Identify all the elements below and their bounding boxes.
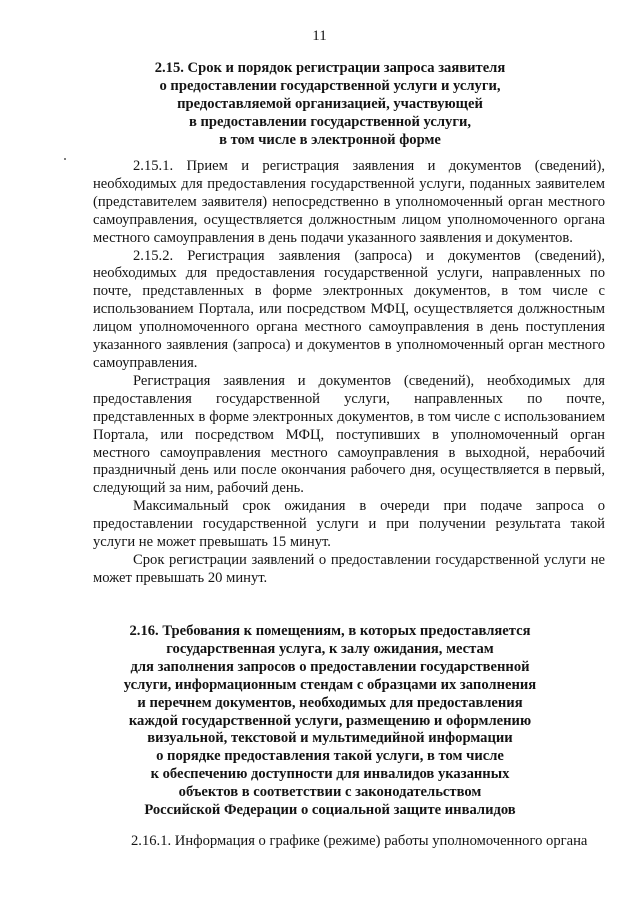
heading-line: о предоставлении государственной услуги и услуги,: [159, 77, 501, 94]
heading-line: 2.16. Требования к помещениям, в которых предоставляется: [129, 623, 531, 639]
heading-line: к обеспечению доступности для инвалидов указанных: [150, 766, 510, 783]
paragraph-2-16-1-start: 2.16.1. Информация о графике (режиме) работы уполномоченного органа: [131, 833, 588, 849]
heading-line: 2.15. Срок и порядок регистрации запроса заявителя: [154, 60, 506, 76]
paragraph-2-15-1: 2.15.1. Прием и регистрация заявления и документов (сведений), необходимых для предоставления государственной услуги, поданных заявителем (представителем заявителя) непосредственно в уполномоченный орган местного самоуправления, осуществляется должностным лицом уполномоченного органа местного самоуправления в день подачи указанного заявления и документов.: [93, 158, 605, 246]
page-number: 11: [312, 28, 327, 44]
section-body-2-15: [93, 158, 605, 588]
heading-line: государственная услуга, к залу ожидания, местам: [166, 640, 494, 657]
heading-line: предоставляемой организацией, участвующей: [177, 95, 483, 112]
heading-line: визуальной, текстовой и мультимедийной информации: [147, 730, 513, 747]
section-heading-2-15: [80, 60, 580, 150]
heading-line: в том числе в электронной форме: [219, 131, 441, 148]
heading-line: объектов в соответствии с законодательством: [178, 784, 482, 801]
paragraph-2-15-2: 2.15.2. Регистрация заявления (запроса) и документов (сведений), необходимых для предоставления государственной услуги, направленных по почте, представленных в форме электронных документов, в том числе с использованием Портала, или посредством МФЦ, осуществляется должностным лицом уполномоченного органа местного самоуправления в день поступления указанного заявления (запроса) и документов в уполномоченный орган местного самоуправления.: [93, 247, 605, 371]
paragraph-registration-time: Срок регистрации заявлений о предоставлении государственной услуги не может превышать 20 минут.: [93, 551, 605, 586]
heading-line: каждой государственной услуги, размещению и оформлению: [128, 712, 532, 729]
scan-speck: [64, 158, 66, 160]
heading-line: о порядке предоставления такой услуги, в том числе: [156, 748, 504, 765]
heading-line: для заполнения запросов о предоставлении государственной: [130, 658, 530, 675]
section-heading-2-16: [80, 623, 580, 820]
heading-line: и перечнем документов, необходимых для предоставления: [137, 694, 523, 711]
paragraph-registration-weekend: Регистрация заявления и документов (сведений), необходимых для предоставления государственной услуги, направленных по почте, представленных в форме электронных документов, в том числе с использованием Портала, или посредством МФЦ, поступивших в уполномоченный орган местного самоуправления местного самоуправления в выходной, нерабочий праздничный день или после окончания рабочего дня, осуществляется в первый, следующий за ним, рабочий день.: [93, 372, 605, 497]
heading-line: Российской Федерации о социальной защите инвалидов: [144, 802, 516, 819]
heading-line: услуги, информационным стендам с образцами их заполнения: [123, 676, 537, 693]
paragraph-max-wait: Максимальный срок ожидания в очереди при подаче запроса о предоставлении государственной услуги и при получении результата такой услуги не может превышать 15 минут.: [93, 498, 605, 551]
heading-line: в предоставлении государственной услуги,: [188, 113, 472, 130]
